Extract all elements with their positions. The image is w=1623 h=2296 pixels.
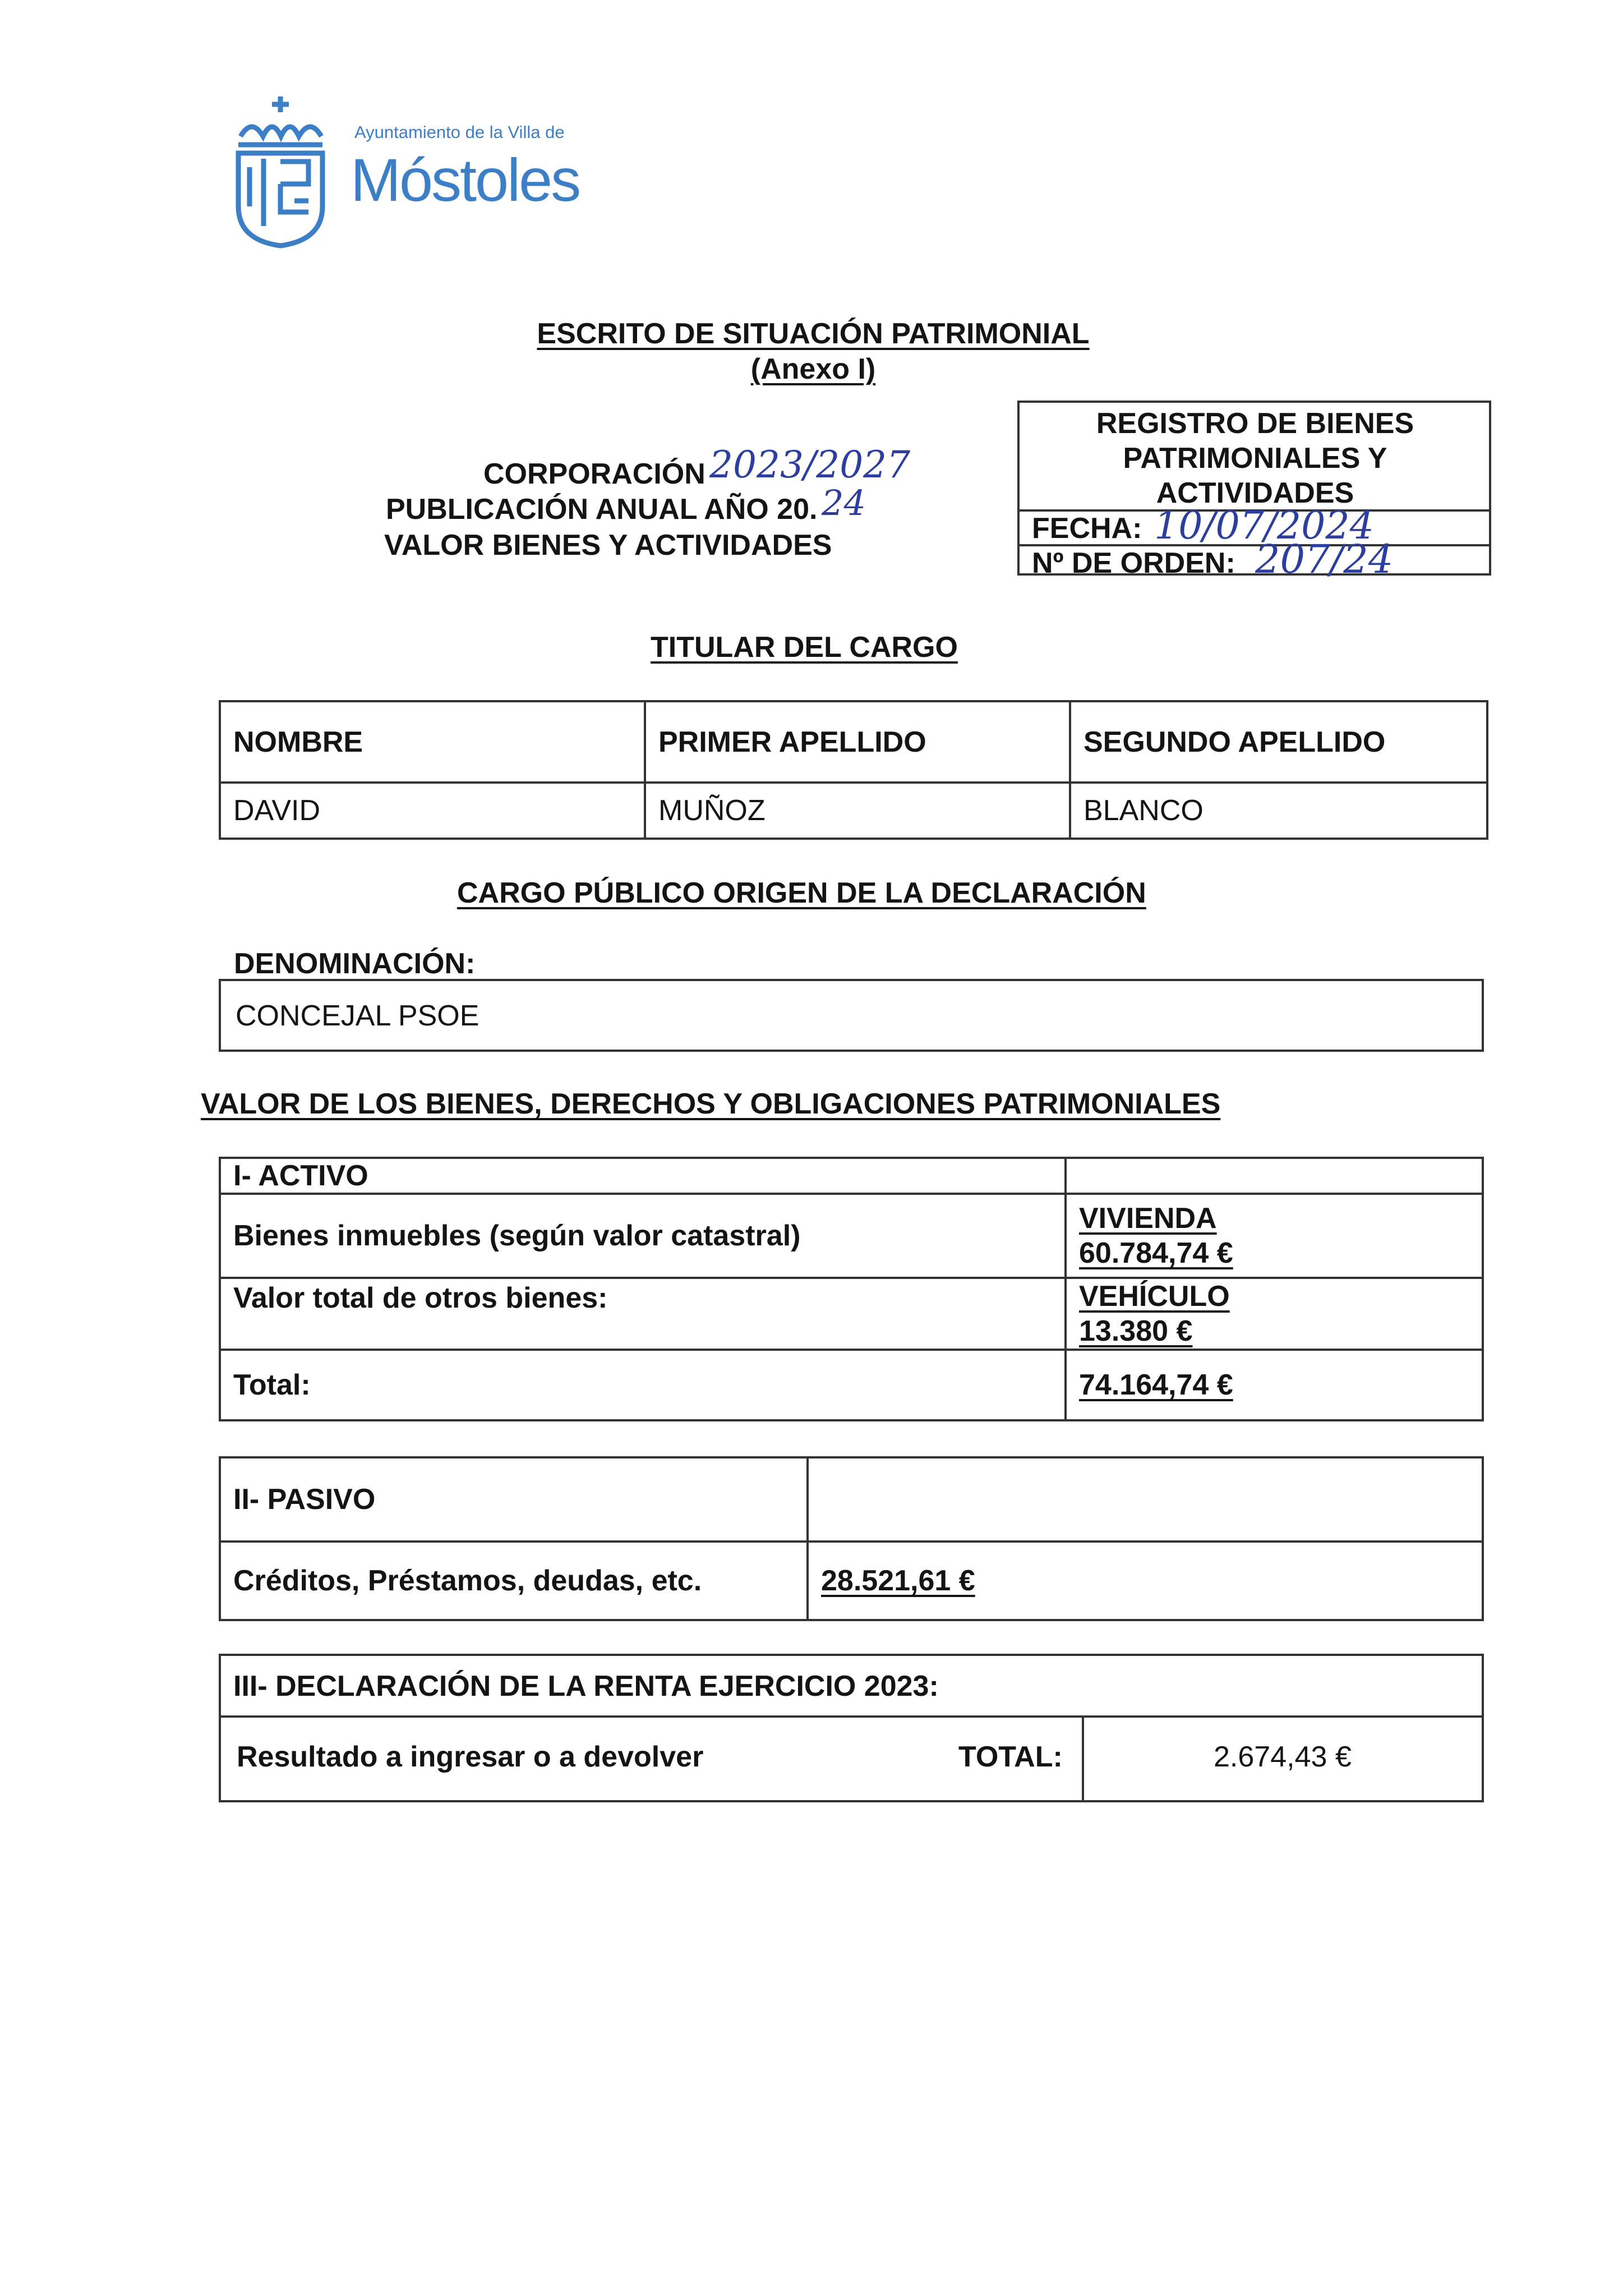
primer-apellido-value: MUÑOZ	[645, 783, 1070, 839]
segundo-apellido-header: SEGUNDO APELLIDO	[1070, 701, 1487, 783]
logo-name: Móstoles	[351, 146, 580, 214]
segundo-apellido-value: BLANCO	[1070, 783, 1487, 839]
nombre-value: DAVID	[220, 783, 645, 839]
titular-table	[219, 700, 1488, 840]
fecha-label: FECHA:	[1032, 512, 1142, 545]
corporacion-handwritten: 2023/2027	[709, 443, 911, 486]
activo-table	[219, 1157, 1484, 1421]
registro-box	[1017, 401, 1491, 582]
cargo-heading: CARGO PÚBLICO ORIGEN DE LA DECLARACIÓN	[457, 877, 1146, 909]
renta-total-label: TOTAL:	[958, 1741, 1063, 1773]
valor-heading: VALOR DE LOS BIENES, DERECHOS Y OBLIGACIONES PATRIMONIALES	[201, 1088, 1221, 1120]
nombre-header: NOMBRE	[220, 701, 645, 783]
mostoles-crest-logo	[233, 89, 328, 251]
activo-total-label: Total:	[220, 1350, 1066, 1420]
publicacion-handwritten: 24	[822, 482, 866, 523]
otros-bienes-type: VEHÍCULO	[1079, 1280, 1230, 1313]
denominacion-value: CONCEJAL PSOE	[236, 1000, 479, 1032]
activo-header: I- ACTIVO	[220, 1158, 1066, 1194]
creditos-label: Créditos, Préstamos, deudas, etc.	[220, 1542, 808, 1620]
inmuebles-label: Bienes inmuebles (según valor catastral)	[220, 1194, 1066, 1278]
inmuebles-value: 60.784,74 €	[1079, 1237, 1233, 1269]
pasivo-table	[219, 1456, 1484, 1621]
corporacion-label: CORPORACIÓN	[483, 458, 706, 490]
titular-heading: TITULAR DEL CARGO	[651, 631, 958, 664]
renta-table	[219, 1654, 1484, 1802]
renta-total-value: 2.674,43 €	[1214, 1741, 1352, 1773]
orden-label: Nº DE ORDEN:	[1032, 547, 1235, 579]
inmuebles-type: VIVIENDA	[1079, 1202, 1217, 1235]
document-title: ESCRITO DE SITUACIÓN PATRIMONIAL	[537, 318, 1090, 350]
renta-header: III- DECLARACIÓN DE LA RENTA EJERCICIO 2023:	[233, 1670, 939, 1703]
logo-caption: Ayuntamiento de la Villa de	[354, 122, 565, 142]
otros-bienes-value: 13.380 €	[1079, 1315, 1193, 1347]
fecha-handwritten: 10/07/2024	[1154, 504, 1374, 548]
pasivo-header: II- PASIVO	[220, 1457, 808, 1542]
publicacion-label: PUBLICACIÓN ANUAL AÑO 20.	[386, 493, 818, 526]
creditos-value: 28.521,61 €	[821, 1565, 975, 1597]
activo-total-value: 74.164,74 €	[1079, 1369, 1233, 1401]
registro-title: REGISTRO DE BIENES PATRIMONIALES Y ACTIVIDADES	[1096, 407, 1414, 509]
resultado-label: Resultado a ingresar o a devolver	[237, 1741, 704, 1773]
denominacion-box	[219, 979, 1484, 1052]
document-subtitle: (Anexo I)	[750, 353, 876, 385]
primer-apellido-header: PRIMER APELLIDO	[645, 701, 1070, 783]
valor-bienes-label: VALOR BIENES Y ACTIVIDADES	[384, 529, 832, 562]
otros-bienes-label: Valor total de otros bienes:	[220, 1278, 1066, 1350]
orden-handwritten: 207/24	[1255, 536, 1394, 582]
denominacion-label: DENOMINACIÓN:	[234, 947, 476, 980]
